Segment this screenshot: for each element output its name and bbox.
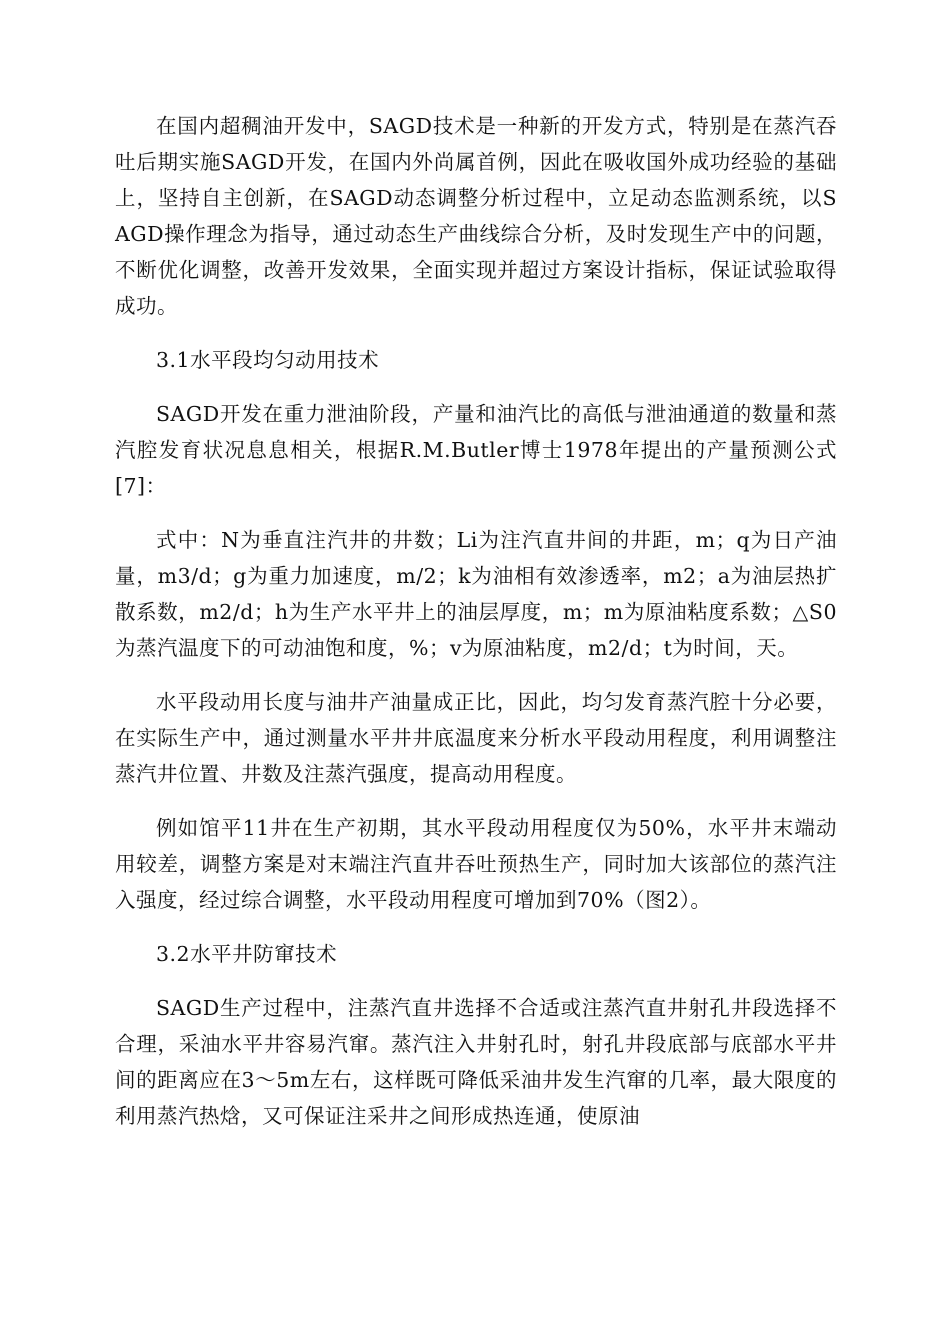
paragraph-horizontal-length: 水平段动用长度与油井产油量成正比，因此，均匀发育蒸汽腔十分必要，在实际生产中，通过测量水平井井底温度来分析水平段动用程度，利用调整注蒸汽井位置、井数及注蒸汽强度，提高动用程度。 xyxy=(115,690,837,786)
paragraph-intro: 在国内超稠油开发中，SAGD技术是一种新的开发方式，特别是在蒸汽吞吐后期实施SAGD开发，在国内外尚属首例，因此在吸收国外成功经验的基础上，坚持自主创新，在SAGD动态调整分析过程中，立足动态监测系统，以SAGD操作理念为指导，通过动态生产曲线综合分析，及时发现生产中的问题，不断优化调整，改善开发效果，全面实现并超过方案设计指标，保证试验取得成功。 xyxy=(115,114,837,318)
paragraph-variable-definitions: 式中：N为垂直注汽井的井数；Li为注汽直井间的井距，m；q为日产油量，m3/d；g为重力加速度，m/2；k为油相有效渗透率，m2；a为油层热扩散系数，m2/d；h为生产水平井上的油层厚度，m；m为原油粘度系数；△S0为蒸汽温度下的可动油饱和度，%；v为原油粘度，m2/d；t为时间，天。 xyxy=(115,528,837,660)
paragraph-example-well: 例如馆平11井在生产初期，其水平段动用程度仅为50%，水平井末端动用较差，调整方案是对末端注汽直井吞吐预热生产，同时加大该部位的蒸汽注入强度，经过综合调整，水平段动用程度可增加到70%（图2）。 xyxy=(115,816,837,912)
section-heading-3-1: 3.1水平段均匀动用技术 xyxy=(156,348,380,372)
paragraph-butler-formula: SAGD开发在重力泄油阶段，产量和油汽比的高低与泄油通道的数量和蒸汽腔发育状况息息相关，根据R.M.Butler博士1978年提出的产量预测公式[7]： xyxy=(115,402,837,498)
paragraph-anti-channeling: SAGD生产过程中，注蒸汽直井选择不合适或注蒸汽直井射孔井段选择不合理，采油水平井容易汽窜。蒸汽注入井射孔时，射孔井段底部与底部水平井间的距离应在3～5m左右，这样既可降低采油井发生汽窜的几率，最大限度的利用蒸汽热焓，又可保证注采井之间形成热连通，使原油 xyxy=(115,996,837,1128)
document-page xyxy=(115,108,837,1152)
section-heading-3-2: 3.2水平井防窜技术 xyxy=(156,942,338,966)
